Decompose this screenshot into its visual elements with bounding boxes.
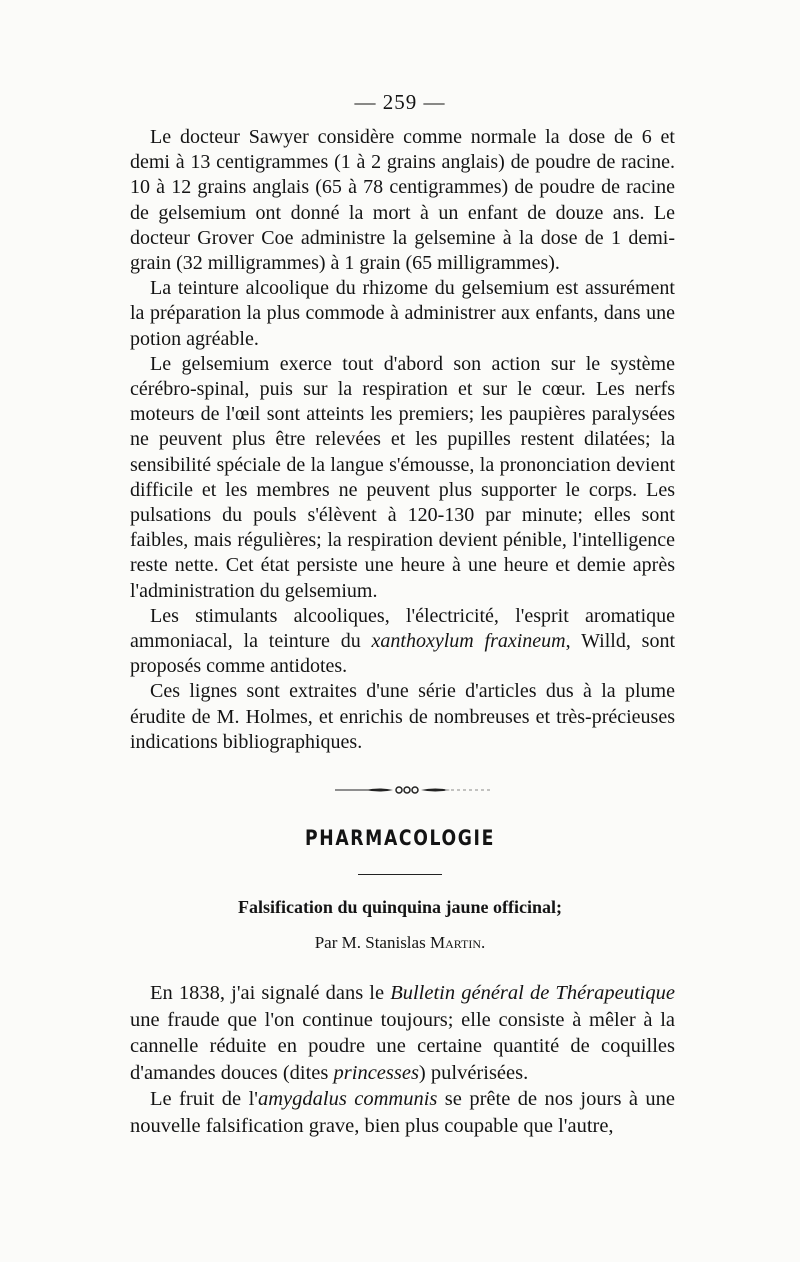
body-text-top — [130, 125, 675, 755]
almond-species: amygdalus communis — [257, 1088, 438, 1110]
almond-text-b: se prête de nos jours à une nouvelle falsification grave, bien plus coupable que l'autre, — [130, 1088, 675, 1137]
body-text-bottom — [130, 980, 675, 1139]
almond-variety: princesses — [333, 1061, 419, 1084]
paragraph-tincture: La teinture alcoolique du rhizome du gelsemium est assurément la préparation la plus commode à administrer aux enfants, dans une potion agréable. — [130, 277, 675, 350]
byline — [0, 933, 800, 953]
section-ornament — [335, 786, 490, 794]
article-title: Falsification du quinquina jaune officinal; — [237, 897, 563, 917]
species-name: xanthoxylum fraxineum — [371, 630, 566, 653]
paragraph-fraud — [130, 980, 675, 1086]
paragraph-dosage: Le docteur Sawyer considère comme normale la dose de 6 et demi à 13 centigrammes (1 à 2 grains anglais) de poudre de racine. 10 à 12 grains anglais (65 à 78 centigrammes) de poudre de racine de gelsemium ont donné la mort à un enfant de douze ans. Le docteur Grover Coe administre la gelsemine à la dose de 1 demi-grain (32 milligrammes) à 1 grain (65 milligrammes). — [130, 126, 675, 275]
page-number: — 259 — — [354, 90, 446, 114]
fraud-text-b: une fraude que l'on continue toujours; elle consiste à mêler à la cannelle réduite en poudre une certaine quantité de coquilles d'amandes douces (dites — [130, 1008, 675, 1084]
title-rule — [358, 874, 442, 875]
byline-author: Martin. — [429, 933, 486, 952]
paragraph-almond — [130, 1086, 675, 1139]
byline-prefix: Par M. Stanislas — [314, 933, 430, 952]
paragraph-effects: Le gelsemium exerce tout d'abord son action sur le système cérébro-spinal, puis sur la respiration et sur le cœur. Les nerfs moteurs de l'œil sont atteints les premiers; les paupières paralysées ne peuvent plus être relevées et les pupilles restent dilatées; la sensibilité spéciale de la langue s'émousse, la prononciation devient difficile et les membres ne peuvent plus supporter le corps. Les pulsations du pouls s'élèvent à 120-130 par minute; elles sont faibles, mais régulières; la respiration devient pénible, l'intelligence reste nette. Cet état persiste une heure à une heure et demie après l'administration du gelsemium. — [130, 352, 675, 602]
antidotes-text-a: Les stimulants alcooliques, l'électricité, l'esprit aromatique ammoniacal, la teinture du — [130, 604, 675, 653]
antidotes-text-b: , Willd, sont proposés comme antidotes. — [130, 630, 675, 678]
section-title: PHARMACOLOGIE — [305, 826, 495, 850]
paragraph-antidotes — [130, 604, 675, 680]
paragraph-source: Ces lignes sont extraites d'une série d'articles dus à la plume érudite de M. Holmes, et enrichis de nombreuses et très-précieuses indications bibliographiques. — [130, 680, 675, 753]
fraud-text-a: En 1838, j'ai signalé dans le — [150, 982, 391, 1004]
journal-title: Bulletin général de Thérapeutique — [390, 982, 675, 1004]
almond-text-a: Le fruit de l' — [150, 1088, 258, 1110]
fraud-text-c: ) pulvérisées. — [418, 1061, 529, 1084]
